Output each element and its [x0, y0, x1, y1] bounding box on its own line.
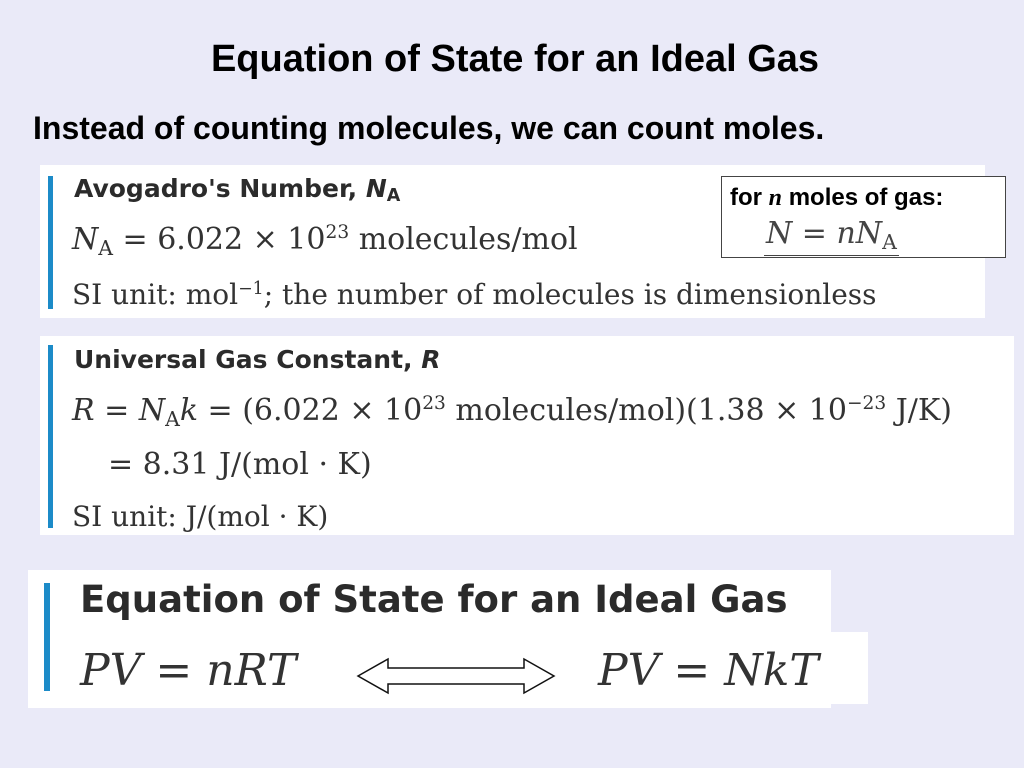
- ideal-gas-equation-molecules: PV = NkT: [598, 645, 819, 696]
- gas-constant-heading: Universal Gas Constant, R: [74, 345, 441, 374]
- ideal-gas-heading: Equation of State for an Ideal Gas: [80, 578, 788, 621]
- gas-constant-equation-line1: $R = N_Ak = (6.022 \times 10^{23}$ molecules/mol)(1.38 × $10^{-23}$ J/K): [72, 392, 952, 432]
- avogadro-si-unit: SI unit: mol$^{-1}$; the number of molecules is dimensionless: [72, 278, 877, 311]
- avogadro-equation: $N_A = 6.022 \times 10^{23}$ molecules/mol: [72, 221, 578, 261]
- gas-constant-si-unit: SI unit: J/(mol · K): [72, 500, 329, 533]
- ideal-gas-accent-bar: [44, 583, 50, 691]
- ideal-gas-equation-moles: PV = nRT: [80, 645, 297, 696]
- double-headed-arrow-icon: [356, 656, 556, 696]
- slide-title: Equation of State for an Ideal Gas: [210, 38, 820, 80]
- n-moles-note-label: for n moles of gas:: [730, 184, 944, 211]
- avogadro-heading: Avogadro's Number, $N_A$: [74, 174, 401, 207]
- avogadro-accent-bar: [48, 176, 53, 309]
- gas-constant-accent-bar: [48, 345, 53, 528]
- slide-subtitle: Instead of counting molecules, we can count moles.: [33, 110, 825, 146]
- gas-constant-equation-line2: = 8.31 J/(mol · K): [108, 447, 372, 482]
- n-moles-equation: $N = nN_A$: [766, 216, 897, 255]
